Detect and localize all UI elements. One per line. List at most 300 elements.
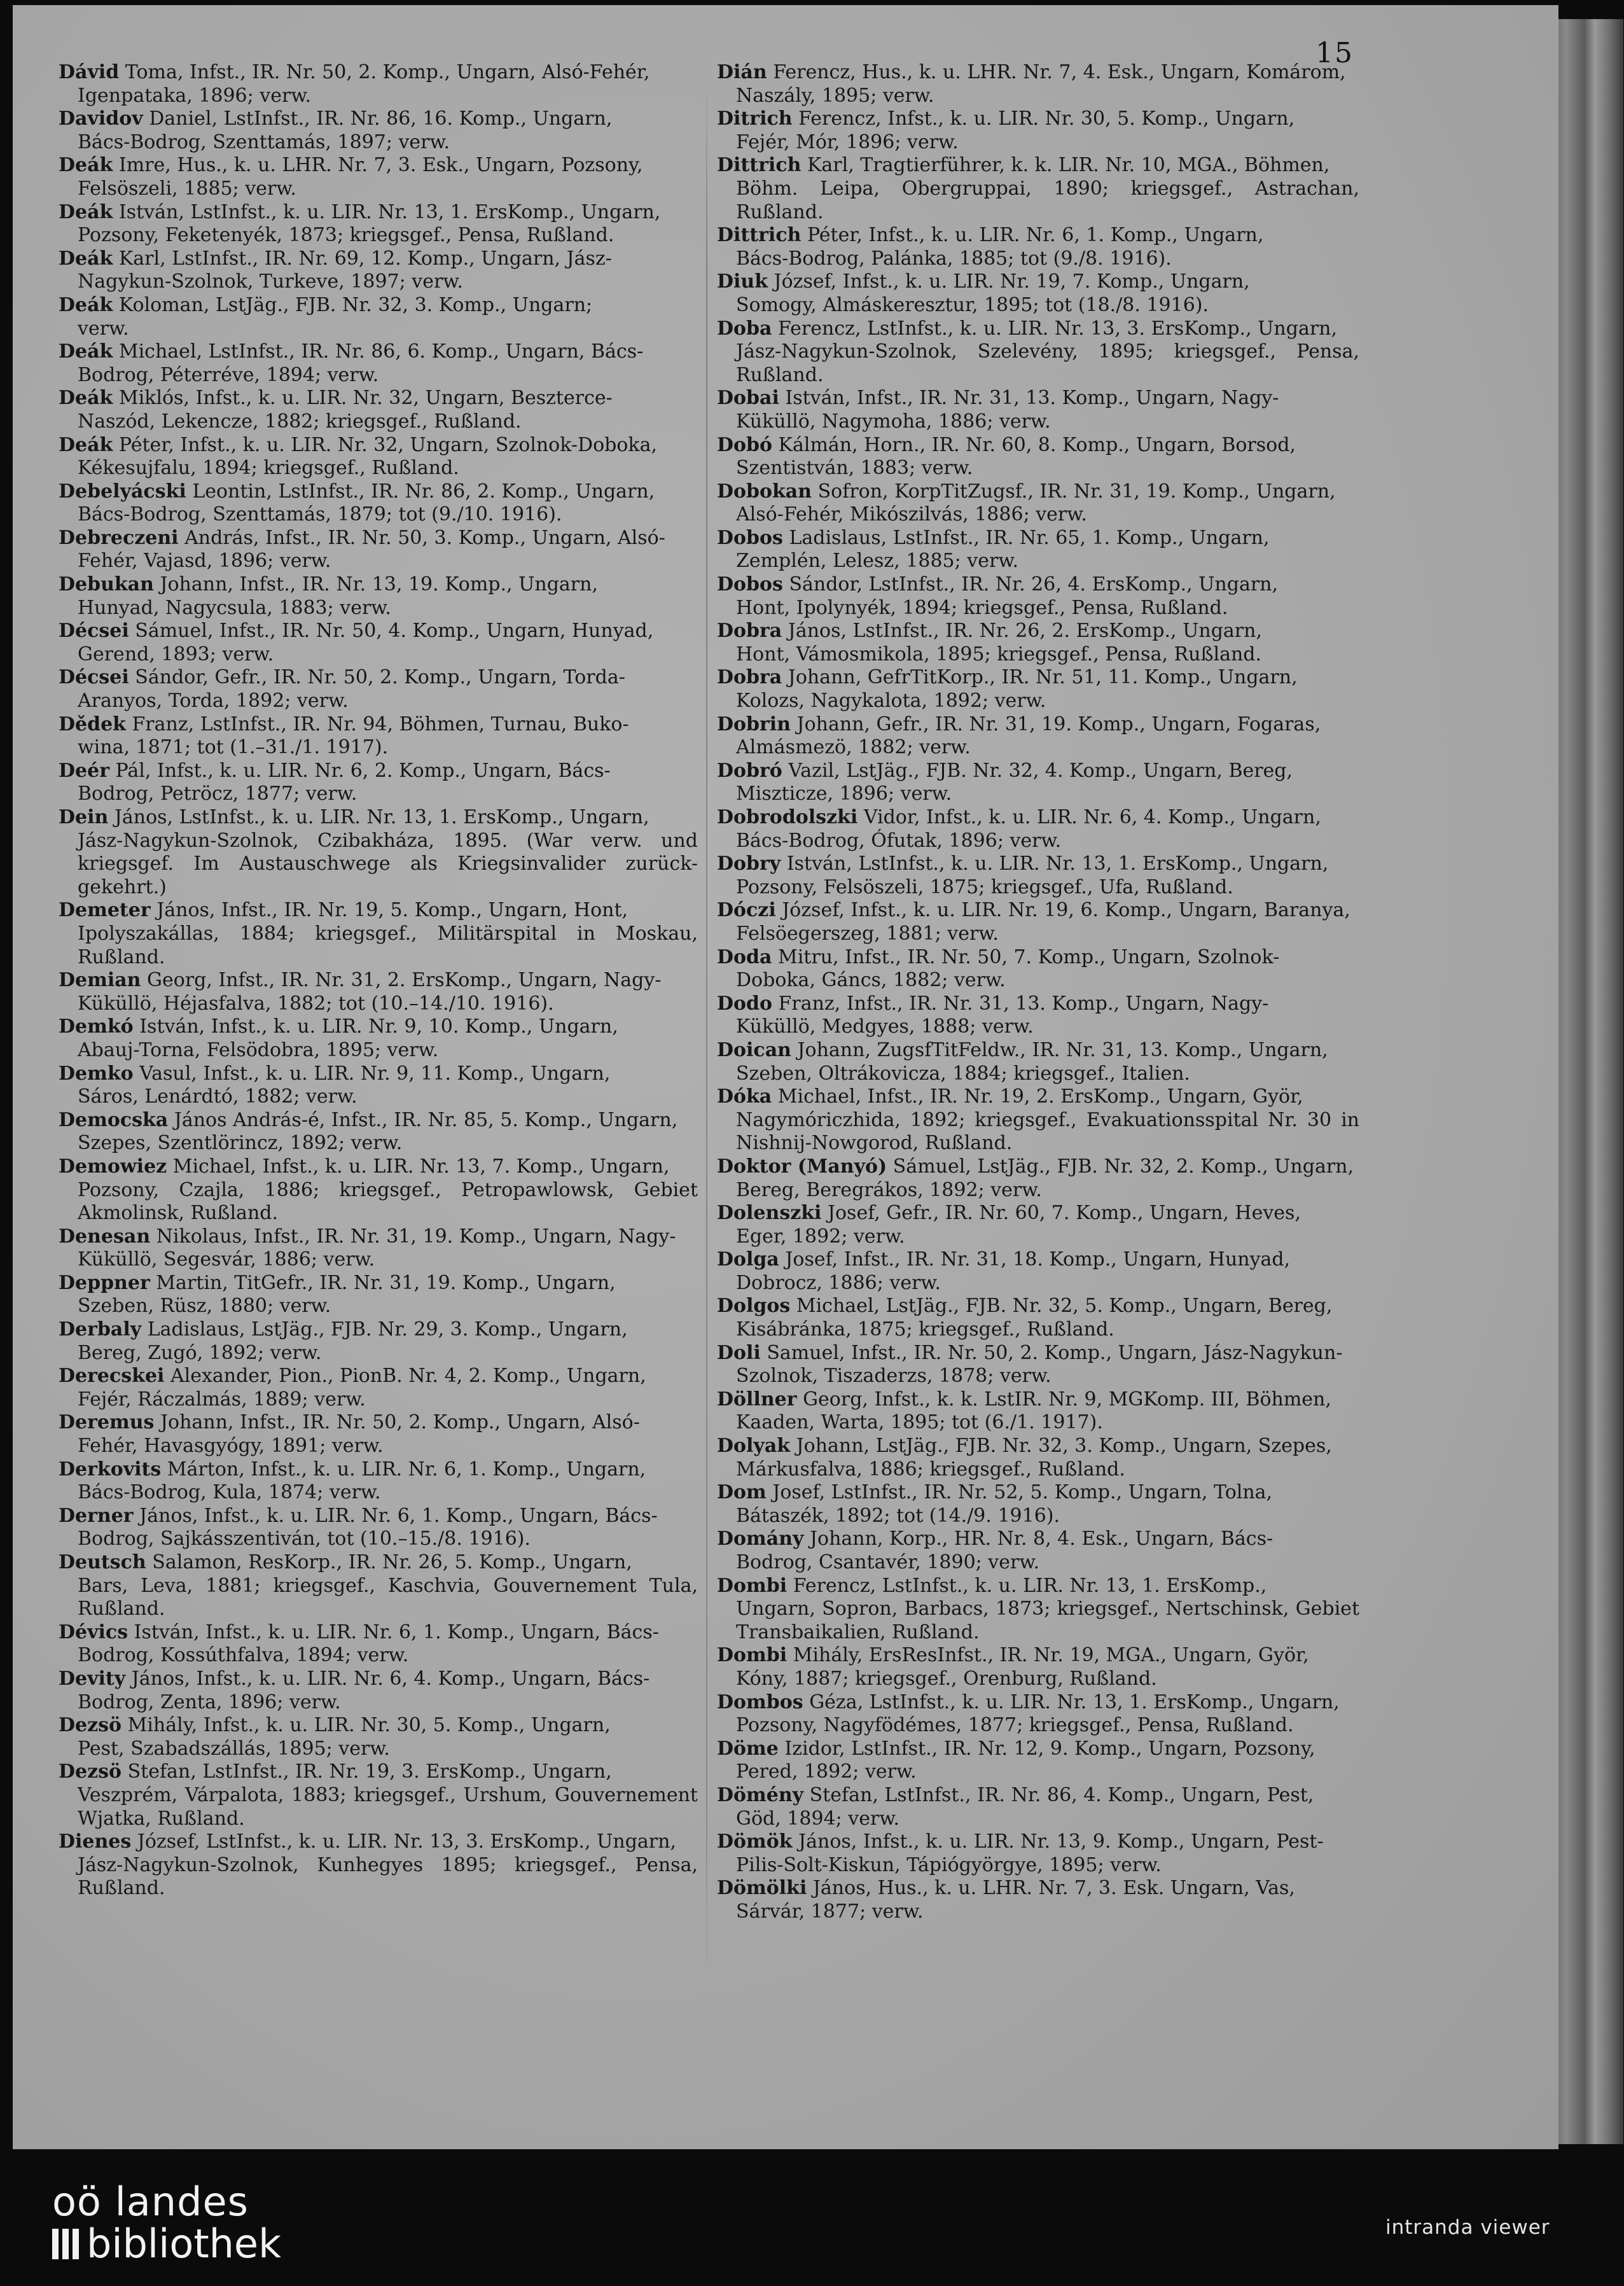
entry-details: Johann, ZugsfTitFeldw., IR. Nr. 31, 13. Komp., Ungarn, bbox=[791, 1038, 1328, 1061]
page-number: 15 bbox=[1315, 37, 1354, 69]
entry-continuation: Szentistván, 1883; verw. bbox=[736, 457, 973, 480]
entry-surname: Doda bbox=[717, 945, 772, 968]
entry-details: Koloman, LstJäg., FJB. Nr. 32, 3. Komp., Ungarn; bbox=[113, 293, 593, 316]
entry-details: Ferencz, LstInfst., k. u. LIR. Nr. 13, 3. ErsKomp., Ungarn, bbox=[772, 317, 1338, 340]
entry-details: Izidor, LstInfst., IR. Nr. 12, 9. Komp., Ungarn, Pozsony, bbox=[778, 1737, 1315, 1760]
register-entry bbox=[59, 294, 698, 340]
entry-details: Márton, Infst., k. u. LIR. Nr. 6, 1. Komp., Ungarn, bbox=[161, 1458, 646, 1481]
entry-surname: Dittrich bbox=[717, 224, 802, 247]
register-entry bbox=[717, 760, 1359, 806]
entry-details: Georg, Infst., k. k. LstIR. Nr. 9, MGKomp. III, Böhmen, bbox=[796, 1388, 1331, 1411]
register-entry bbox=[717, 853, 1359, 899]
register-entry bbox=[717, 899, 1359, 945]
entry-surname: Dobos bbox=[717, 526, 783, 549]
entry-continuation: Bereg, Beregrákos, 1892; verw. bbox=[736, 1178, 1042, 1201]
entry-details: István, Infst., k. u. LIR. Nr. 6, 1. Komp., Ungarn, Bács- bbox=[128, 1620, 659, 1643]
entry-details: Salamon, ResKorp., IR. Nr. 26, 5. Komp., Ungarn, bbox=[146, 1551, 632, 1573]
entry-continuation: Almásmezö, 1882; verw. bbox=[736, 736, 971, 759]
register-entry bbox=[59, 387, 698, 433]
entry-surname: Demko bbox=[59, 1062, 134, 1085]
entry-surname: Demeter bbox=[59, 899, 151, 922]
entry-details: Johann, Gefr., IR. Nr. 31, 19. Komp., Ungarn, Fogaras, bbox=[791, 713, 1321, 735]
entry-details: János, Infst., IR. Nr. 19, 5. Komp., Ungarn, Hont, bbox=[150, 899, 628, 922]
entry-surname: Deák bbox=[59, 200, 113, 223]
entry-details: Franz, Infst., IR. Nr. 31, 13. Komp., Ungarn, Nagy- bbox=[772, 992, 1269, 1015]
entry-details: Sámuel, Infst., IR. Nr. 50, 4. Komp., Ungarn, Hunyad, bbox=[128, 620, 654, 643]
entry-continuation: Bács-Bodrog, Kula, 1874; verw. bbox=[78, 1481, 381, 1504]
entry-continuation: Bodrog, Csantavér, 1890; verw. bbox=[736, 1551, 1039, 1573]
register-entry bbox=[717, 1295, 1359, 1341]
register-entry bbox=[59, 1225, 698, 1272]
entry-continuation: Jász-Nagykun-Szolnok, Kunhegyes 1895; kriegsgef., Pensa, Rußland. bbox=[78, 1853, 698, 1900]
entry-continuation: Kisábránka, 1875; kriegsgef., Rußland. bbox=[736, 1318, 1114, 1341]
register-entry bbox=[717, 1575, 1359, 1645]
entry-surname: Deák bbox=[59, 247, 113, 270]
entry-surname: Dombi bbox=[717, 1574, 788, 1597]
register-entry bbox=[717, 573, 1359, 620]
register-entry bbox=[717, 1202, 1359, 1248]
entry-details: Michael, Infst., IR. Nr. 19, 2. ErsKomp., Ungarn, Györ, bbox=[772, 1085, 1303, 1108]
register-entry bbox=[59, 61, 698, 108]
entry-continuation: Szepes, Szentlörincz, 1892; verw. bbox=[78, 1132, 403, 1155]
entry-continuation: Kóny, 1887; kriegsgef., Orenburg, Rußland. bbox=[736, 1667, 1157, 1690]
entry-details: János, Infst., k. u. LIR. Nr. 6, 4. Komp., Ungarn, Bács- bbox=[125, 1667, 650, 1690]
entry-details: Karl, LstInfst., IR. Nr. 69, 12. Komp., Ungarn, Jász- bbox=[113, 247, 612, 270]
register-entry bbox=[717, 1830, 1359, 1877]
entry-details: Franz, LstInfst., IR. Nr. 94, Böhmen, Turnau, Buko- bbox=[125, 713, 629, 735]
entry-surname: Debelyácski bbox=[59, 480, 186, 503]
entry-details: Georg, Infst., IR. Nr. 31, 2. ErsKomp., Ungarn, Nagy- bbox=[141, 969, 662, 992]
register-entry bbox=[59, 1318, 698, 1365]
register-entry bbox=[717, 108, 1359, 154]
entry-continuation: Eger, 1892; verw. bbox=[736, 1225, 905, 1248]
entry-details: Stefan, LstInfst., IR. Nr. 19, 3. ErsKomp., Ungarn, bbox=[121, 1760, 612, 1783]
entry-details: József, LstInfst., k. u. LIR. Nr. 13, 3. ErsKomp., Ungarn, bbox=[131, 1830, 676, 1853]
entry-surname: Deák bbox=[59, 433, 113, 456]
entry-surname: Derecskei bbox=[59, 1365, 165, 1388]
entry-continuation: Somogy, Almáskeresztur, 1895; tot (18./8. 1916). bbox=[736, 293, 1209, 316]
entry-surname: Dezsö bbox=[59, 1760, 122, 1783]
entry-surname: Décsei bbox=[59, 620, 129, 643]
register-entry bbox=[717, 946, 1359, 993]
entry-continuation: Bodrog, Sajkásszentiván, tot (10.–15./8. 1916). bbox=[78, 1528, 531, 1551]
entry-details: Toma, Infst., IR. Nr. 50, 2. Komp., Ungarn, Alsó-Fehér, bbox=[119, 61, 650, 83]
register-entry bbox=[59, 1760, 698, 1830]
entry-surname: Dián bbox=[717, 61, 767, 83]
entry-details: Kálmán, Horn., IR. Nr. 60, 8. Komp., Ungarn, Borsod, bbox=[772, 433, 1296, 456]
entry-surname: Deák bbox=[59, 293, 113, 316]
logo-line-1: oö landes bbox=[52, 2178, 249, 2225]
register-entry bbox=[59, 713, 698, 760]
register-entry bbox=[717, 1248, 1359, 1295]
register-entry bbox=[59, 1063, 698, 1109]
entry-surname: Dömök bbox=[717, 1830, 793, 1853]
entry-surname: Dobra bbox=[717, 666, 782, 689]
entry-continuation: Doboka, Gáncs, 1882; verw. bbox=[736, 969, 1006, 992]
entry-surname: Dobrodolszki bbox=[717, 806, 858, 828]
register-entry bbox=[717, 1877, 1359, 1923]
entry-continuation: Küküllö, Héjasfalva, 1882; tot (10.–14./10. 1916). bbox=[78, 992, 554, 1015]
register-entry bbox=[59, 1551, 698, 1621]
register-entry bbox=[59, 1109, 698, 1155]
library-logo[interactable] bbox=[52, 2178, 281, 2267]
register-entry bbox=[717, 387, 1359, 433]
entry-surname: Domány bbox=[717, 1528, 804, 1551]
entry-surname: Dobos bbox=[717, 573, 783, 596]
entry-details: Martin, TitGefr., IR. Nr. 31, 19. Komp., Ungarn, bbox=[149, 1271, 616, 1294]
entry-continuation: Kaaden, Warta, 1895; tot (6./1. 1917). bbox=[736, 1411, 1103, 1434]
entry-continuation: Naszály, 1895; verw. bbox=[736, 84, 934, 107]
entry-details: Johann, Korp., HR. Nr. 8, 4. Esk., Ungarn, Bács- bbox=[803, 1528, 1274, 1551]
entry-surname: Dolenszki bbox=[717, 1202, 822, 1225]
entry-surname: Dóka bbox=[717, 1085, 772, 1108]
entry-continuation: Sáros, Lenárdtó, 1882; verw. bbox=[78, 1085, 357, 1108]
entry-surname: Demowiez bbox=[59, 1155, 167, 1178]
register-entry bbox=[717, 620, 1359, 666]
entry-continuation: Bodrog, Kossúthfalva, 1894; verw. bbox=[78, 1644, 409, 1667]
entry-continuation: Zemplén, Lelesz, 1885; verw. bbox=[736, 550, 1018, 573]
entry-details: Nikolaus, Infst., IR. Nr. 31, 19. Komp., Ungarn, Nagy- bbox=[150, 1225, 676, 1248]
entry-continuation: Bodrog, Péterréve, 1894; verw. bbox=[78, 363, 379, 386]
entry-details: Vazil, LstJäg., FJB. Nr. 32, 4. Komp., Ungarn, Bereg, bbox=[782, 759, 1293, 782]
entry-details: Imre, Hus., k. u. LHR. Nr. 7, 3. Esk., Ungarn, Pozsony, bbox=[113, 154, 643, 177]
entry-surname: Dávid bbox=[59, 61, 120, 83]
register-entry bbox=[59, 1272, 698, 1318]
entry-details: József, Infst., k. u. LIR. Nr. 19, 7. Komp., Ungarn, bbox=[768, 270, 1250, 293]
entry-surname: Debreczeni bbox=[59, 526, 179, 549]
entry-continuation: Abauj-Torna, Felsödobra, 1895; verw. bbox=[78, 1038, 439, 1061]
entry-surname: Dombos bbox=[717, 1690, 803, 1713]
register-entry bbox=[717, 154, 1359, 224]
logo-line-2: bibliothek bbox=[87, 2220, 281, 2267]
entry-details: Ferencz, Infst., k. u. LIR. Nr. 30, 5. Komp., Ungarn, bbox=[792, 108, 1295, 130]
register-entry bbox=[717, 1342, 1359, 1388]
entry-details: István, Infst., k. u. LIR. Nr. 9, 10. Komp., Ungarn, bbox=[133, 1015, 618, 1038]
entry-continuation: Naszód, Lekencze, 1882; kriegsgef., Rußland. bbox=[78, 410, 522, 433]
scanned-page bbox=[13, 5, 1558, 2149]
entry-continuation: Nagykun-Szolnok, Turkeve, 1897; verw. bbox=[78, 270, 463, 293]
entry-details: Ladislaus, LstJäg., FJB. Nr. 29, 3. Komp., Ungarn, bbox=[141, 1318, 628, 1341]
register-entry bbox=[717, 1155, 1359, 1202]
entry-continuation: Igenpataka, 1896; verw. bbox=[78, 84, 311, 107]
entry-surname: Dobry bbox=[717, 853, 781, 875]
entry-details: Johann, Infst., IR. Nr. 13, 19. Komp., Ungarn, bbox=[153, 573, 599, 596]
entry-continuation: Dobrocz, 1886; verw. bbox=[736, 1271, 941, 1294]
logo-line-2-wrap bbox=[52, 2220, 281, 2267]
entry-details: Samuel, Infst., IR. Nr. 50, 2. Komp., Ungarn, Jász-Nagykun- bbox=[760, 1341, 1343, 1364]
entry-surname: Dolga bbox=[717, 1248, 779, 1271]
register-entry bbox=[717, 1481, 1359, 1528]
entry-details: János András-é, Infst., IR. Nr. 85, 5. Komp., Ungarn, bbox=[168, 1108, 678, 1131]
entry-continuation: Pozsony, Nagyfödémes, 1877; kriegsgef., Pensa, Rußland. bbox=[736, 1714, 1294, 1737]
entry-continuation: Küküllö, Nagymoha, 1886; verw. bbox=[736, 410, 1051, 433]
entry-surname: Doba bbox=[717, 317, 772, 340]
register-entry bbox=[717, 434, 1359, 480]
entry-details: Mitru, Infst., IR. Nr. 50, 7. Komp., Ungarn, Szolnok- bbox=[772, 945, 1280, 968]
entry-continuation: Küküllö, Medgyes, 1888; verw. bbox=[736, 1015, 1034, 1038]
page-stack-edge bbox=[1552, 19, 1623, 2144]
register-entry bbox=[717, 1784, 1359, 1830]
entry-details: István, LstInfst., k. u. LIR. Nr. 13, 1. ErsKomp., Ungarn, bbox=[113, 200, 661, 223]
entry-surname: Dévics bbox=[59, 1620, 128, 1643]
register-entry bbox=[717, 480, 1359, 527]
entry-continuation: Kékesujfalu, 1894; kriegsgef., Rußland. bbox=[78, 457, 459, 480]
entry-continuation: Alsó-Fehér, Mikószilvás, 1886; verw. bbox=[736, 503, 1087, 526]
register-entry bbox=[59, 969, 698, 1015]
entry-continuation: Hont, Vámosmikola, 1895; kriegsgef., Pensa, Rußland. bbox=[736, 643, 1262, 666]
logo-bars-icon bbox=[52, 2229, 79, 2259]
register-entry bbox=[717, 61, 1359, 108]
entry-surname: Dobró bbox=[717, 759, 782, 782]
entry-details: János, Hus., k. u. LHR. Nr. 7, 3. Esk. Ungarn, Vas, bbox=[807, 1877, 1295, 1900]
entry-continuation: Felsöszeli, 1885; verw. bbox=[78, 177, 296, 200]
register-entry bbox=[717, 806, 1359, 853]
entry-surname: Deppner bbox=[59, 1271, 150, 1294]
entry-details: Géza, LstInfst., k. u. LIR. Nr. 13, 1. ErsKomp., Ungarn, bbox=[803, 1690, 1340, 1713]
entry-continuation: Bács-Bodrog, Palánka, 1885; tot (9./8. 1916). bbox=[736, 247, 1172, 270]
entry-details: Josef, Infst., IR. Nr. 31, 18. Komp., Ungarn, Hunyad, bbox=[779, 1248, 1291, 1271]
register-entry bbox=[59, 620, 698, 666]
left-column bbox=[59, 61, 698, 1900]
column-divider bbox=[706, 75, 707, 1984]
entry-surname: Demian bbox=[59, 969, 141, 992]
entry-continuation: Böhm. Leipa, Obergruppai, 1890; kriegsgef., Astrachan, Rußland. bbox=[736, 177, 1359, 223]
entry-surname: Dolyak bbox=[717, 1435, 791, 1458]
register-entry bbox=[59, 1155, 698, 1225]
entry-surname: Democska bbox=[59, 1108, 169, 1131]
entry-surname: Deák bbox=[59, 340, 113, 363]
entry-surname: Doican bbox=[717, 1038, 791, 1061]
entry-surname: Diuk bbox=[717, 270, 768, 293]
entry-surname: Dobó bbox=[717, 433, 773, 456]
entry-surname: Dittrich bbox=[717, 154, 802, 177]
entry-details: Sámuel, LstJäg., FJB. Nr. 32, 2. Komp., Ungarn, bbox=[887, 1155, 1354, 1178]
entry-surname: Deér bbox=[59, 759, 109, 782]
entry-details: Michael, LstInfst., IR. Nr. 86, 6. Komp., Ungarn, Bács- bbox=[113, 340, 644, 363]
register-entry bbox=[59, 1365, 698, 1411]
entry-details: Mihály, Infst., k. u. LIR. Nr. 30, 5. Komp., Ungarn, bbox=[121, 1714, 611, 1737]
entry-details: Leontin, LstInfst., IR. Nr. 86, 2. Komp., Ungarn, bbox=[186, 480, 655, 503]
register-entry bbox=[717, 1435, 1359, 1481]
entry-details: János, Infst., k. u. LIR. Nr. 6, 1. Komp., Ungarn, Bács- bbox=[133, 1504, 658, 1527]
entry-continuation: Jász-Nagykun-Szolnok, Szelevény, 1895; kriegsgef., Pensa, Rußland. bbox=[736, 340, 1359, 386]
entry-continuation: Szeben, Oltrákovicza, 1884; kriegsgef., Italien. bbox=[736, 1062, 1190, 1085]
register-entry bbox=[717, 224, 1359, 270]
entry-details: Michael, LstJäg., FJB. Nr. 32, 5. Komp., Ungarn, Bereg, bbox=[790, 1295, 1333, 1318]
entry-continuation: Küküllö, Segesvár, 1886; verw. bbox=[78, 1248, 375, 1271]
entry-details: Daniel, LstInfst., IR. Nr. 86, 16. Komp., Ungarn, bbox=[142, 108, 613, 130]
entry-surname: Dienes bbox=[59, 1830, 132, 1853]
register-entry bbox=[59, 340, 698, 387]
entry-surname: Demkó bbox=[59, 1015, 134, 1038]
entry-details: Miklós, Infst., k. u. LIR. Nr. 32, Ungarn, Beszterce- bbox=[113, 387, 613, 410]
entry-surname: Derbaly bbox=[59, 1318, 142, 1341]
entry-surname: Dodo bbox=[717, 992, 773, 1015]
register-entry bbox=[59, 527, 698, 573]
entry-continuation: Pozsony, Feketenyék, 1873; kriegsgef., Pensa, Rußland. bbox=[78, 224, 614, 247]
entry-continuation: Bars, Leva, 1881; kriegsgef., Kaschvia, Gouvernement Tula, Rußland. bbox=[78, 1574, 698, 1620]
register-entry bbox=[59, 806, 698, 899]
entry-details: Sándor, LstInfst., IR. Nr. 26, 4. ErsKomp., Ungarn, bbox=[782, 573, 1279, 596]
register-entry bbox=[59, 760, 698, 806]
entry-continuation: Fehér, Vajasd, 1896; verw. bbox=[78, 550, 331, 573]
entry-details: József, Infst., k. u. LIR. Nr. 19, 6. Komp., Ungarn, Baranya, bbox=[775, 899, 1350, 922]
entry-surname: Döme bbox=[717, 1737, 779, 1760]
register-entry bbox=[717, 713, 1359, 760]
entry-surname: Décsei bbox=[59, 666, 129, 689]
entry-continuation: Hunyad, Nagycsula, 1883; verw. bbox=[78, 596, 391, 619]
register-entry bbox=[59, 666, 698, 713]
entry-details: Michael, Infst., k. u. LIR. Nr. 13, 7. Komp., Ungarn, bbox=[167, 1155, 670, 1178]
register-entry bbox=[59, 154, 698, 200]
entry-details: Josef, Gefr., IR. Nr. 60, 7. Komp., Ungarn, Heves, bbox=[821, 1202, 1301, 1225]
entry-continuation: Fejér, Ráczalmás, 1889; verw. bbox=[78, 1388, 366, 1411]
register-entry bbox=[59, 1015, 698, 1062]
entry-continuation: Felsöegerszeg, 1881; verw. bbox=[736, 922, 999, 945]
entry-surname: Doli bbox=[717, 1341, 761, 1364]
entry-surname: Dóczi bbox=[717, 899, 776, 922]
entry-continuation: Miszticze, 1896; verw. bbox=[736, 783, 952, 805]
entry-surname: Dobai bbox=[717, 387, 779, 410]
entry-surname: Davidov bbox=[59, 108, 143, 130]
entry-continuation: Ungarn, Sopron, Barbacs, 1873; kriegsgef., Nertschinsk, Gebiet Transbaikalien, Rußland. bbox=[736, 1598, 1359, 1643]
register-entry bbox=[59, 1458, 698, 1505]
entry-details: Karl, Tragtierführer, k. k. LIR. Nr. 10, MGA., Böhmen, bbox=[801, 154, 1330, 177]
entry-continuation: Márkusfalva, 1886; kriegsgef., Rußland. bbox=[736, 1458, 1125, 1481]
entry-continuation: Szeben, Rüsz, 1880; verw. bbox=[78, 1295, 331, 1318]
entry-surname: Deutsch bbox=[59, 1551, 146, 1573]
entry-details: András, Infst., IR. Nr. 50, 3. Komp., Ungarn, Alsó- bbox=[178, 526, 665, 549]
entry-details: Alexander, Pion., PionB. Nr. 4, 2. Komp., Ungarn, bbox=[164, 1365, 646, 1388]
entry-continuation: Bereg, Zugó, 1892; verw. bbox=[78, 1341, 322, 1364]
entry-continuation: Hont, Ipolynyék, 1894; kriegsgef., Pensa, Rußland. bbox=[736, 596, 1228, 619]
entry-surname: Dobokan bbox=[717, 480, 812, 503]
register-entry bbox=[717, 1738, 1359, 1784]
entry-surname: Dömölki bbox=[717, 1877, 807, 1900]
entry-continuation: Nagymóriczhida, 1892; kriegsgef., Evakuationsspital Nr. 30 in Nishnij-Nowgorod, Rußland. bbox=[736, 1108, 1359, 1155]
entry-surname: Denesan bbox=[59, 1225, 151, 1248]
right-column bbox=[717, 61, 1359, 1924]
register-entry bbox=[717, 270, 1359, 317]
register-entry bbox=[59, 108, 698, 154]
entry-continuation: Bács-Bodrog, Szenttamás, 1897; verw. bbox=[78, 130, 450, 153]
entry-surname: Derner bbox=[59, 1504, 134, 1527]
viewer-brand-label: intranda viewer bbox=[1385, 2216, 1550, 2239]
entry-details: István, LstInfst., k. u. LIR. Nr. 13, 1. ErsKomp., Ungarn, bbox=[781, 853, 1329, 875]
entry-surname: Ditrich bbox=[717, 108, 793, 130]
entry-details: Mihály, ErsResInfst., IR. Nr. 19, MGA., Ungarn, Györ, bbox=[787, 1644, 1309, 1667]
entry-details: Vasul, Infst., k. u. LIR. Nr. 9, 11. Komp., Ungarn, bbox=[133, 1062, 611, 1085]
register-entry bbox=[717, 1644, 1359, 1690]
entry-continuation: verw. bbox=[78, 317, 129, 340]
register-entry bbox=[59, 201, 698, 247]
entry-continuation: wina, 1871; tot (1.–31./1. 1917). bbox=[78, 736, 389, 759]
entry-continuation: Bács-Bodrog, Ófutak, 1896; verw. bbox=[736, 829, 1062, 852]
entry-continuation: Bodrog, Zenta, 1896; verw. bbox=[78, 1690, 341, 1713]
register-entry bbox=[717, 1691, 1359, 1738]
entry-surname: Deák bbox=[59, 154, 113, 177]
entry-continuation: Gerend, 1893; verw. bbox=[78, 643, 274, 666]
entry-details: Johann, LstJäg., FJB. Nr. 32, 3. Komp., Ungarn, Szepes, bbox=[790, 1435, 1332, 1458]
entry-details: István, Infst., IR. Nr. 31, 13. Komp., Ungarn, Nagy- bbox=[779, 387, 1279, 410]
entry-continuation: Fehér, Havasgyógy, 1891; verw. bbox=[78, 1435, 384, 1458]
entry-surname: Dömény bbox=[717, 1783, 804, 1806]
entry-continuation: Pozsony, Czajla, 1886; kriegsgef., Petropawlowsk, Gebiet Akmolinsk, Rußland. bbox=[78, 1178, 698, 1225]
entry-continuation: Pilis-Solt-Kiskun, Tápiógyörgye, 1895; verw. bbox=[736, 1853, 1162, 1876]
register-entry bbox=[59, 1830, 698, 1900]
register-entry bbox=[717, 1085, 1359, 1155]
entry-continuation: Ipolyszakállas, 1884; kriegsgef., Militärspital in Moskau, Rußland. bbox=[78, 922, 698, 968]
entry-details: János, LstInfst., k. u. LIR. Nr. 13, 1. ErsKomp., Ungarn, bbox=[108, 806, 649, 828]
register-entry bbox=[59, 1714, 698, 1760]
register-entry bbox=[717, 666, 1359, 713]
register-entry bbox=[717, 993, 1359, 1039]
entry-surname: Dezsö bbox=[59, 1714, 122, 1737]
register-entry bbox=[717, 527, 1359, 573]
entry-continuation: Jász-Nagykun-Szolnok, Czibakháza, 1895. (War verw. und kriegsgef. Im Austauschwege als Kriegsinvalider zurück-gekehrt.) bbox=[78, 829, 698, 898]
entry-surname: Derkovits bbox=[59, 1458, 162, 1481]
entry-surname: Dolgos bbox=[717, 1295, 791, 1318]
entry-continuation: Fejér, Mór, 1896; verw. bbox=[736, 130, 959, 153]
register-entry bbox=[717, 317, 1359, 387]
entry-continuation: Kolozs, Nagykalota, 1892; verw. bbox=[736, 690, 1046, 713]
entry-continuation: Aranyos, Torda, 1892; verw. bbox=[78, 690, 349, 713]
entry-details: Vidor, Infst., k. u. LIR. Nr. 6, 4. Komp., Ungarn, bbox=[857, 806, 1321, 828]
register-entry bbox=[59, 247, 698, 294]
entry-surname: Deremus bbox=[59, 1411, 155, 1434]
entry-details: Pál, Infst., k. u. LIR. Nr. 6, 2. Komp., Ungarn, Bács- bbox=[109, 759, 611, 782]
entry-surname: Dobra bbox=[717, 620, 782, 643]
entry-surname: Dombi bbox=[717, 1644, 788, 1667]
entry-continuation: Göd, 1894; verw. bbox=[736, 1807, 899, 1830]
register-entry bbox=[59, 1668, 698, 1714]
entry-details: Stefan, LstInfst., IR. Nr. 86, 4. Komp., Ungarn, Pest, bbox=[803, 1783, 1314, 1806]
entry-continuation: Pered, 1892; verw. bbox=[736, 1760, 917, 1783]
register-entry bbox=[717, 1039, 1359, 1085]
entry-details: Ferencz, LstInfst., k. u. LIR. Nr. 13, 1. ErsKomp., bbox=[787, 1574, 1267, 1597]
entry-surname: Dobrin bbox=[717, 713, 791, 735]
entry-continuation: Pest, Szabadszállás, 1895; verw. bbox=[78, 1737, 390, 1760]
entry-continuation: Sárvár, 1877; verw. bbox=[736, 1900, 924, 1923]
entry-surname: Dein bbox=[59, 806, 109, 828]
entry-continuation: Bátaszék, 1892; tot (14./9. 1916). bbox=[736, 1504, 1060, 1527]
register-entry bbox=[59, 573, 698, 620]
entry-details: Péter, Infst., k. u. LIR. Nr. 32, Ungarn, Szolnok-Doboka, bbox=[113, 433, 658, 456]
entry-surname: Deák bbox=[59, 387, 113, 410]
register-entry bbox=[59, 480, 698, 527]
entry-details: Ferencz, Hus., k. u. LHR. Nr. 7, 4. Esk., Ungarn, Komárom, bbox=[767, 61, 1346, 83]
entry-continuation: Szolnok, Tiszaderzs, 1878; verw. bbox=[736, 1365, 1051, 1388]
entry-details: János, Infst., k. u. LIR. Nr. 13, 9. Komp., Ungarn, Pest- bbox=[792, 1830, 1324, 1853]
register-entry bbox=[59, 1621, 698, 1668]
entry-surname: Devity bbox=[59, 1667, 126, 1690]
entry-details: Sándor, Gefr., IR. Nr. 50, 2. Komp., Ungarn, Torda- bbox=[128, 666, 625, 689]
entry-surname: Debukan bbox=[59, 573, 154, 596]
entry-surname: Dědek bbox=[59, 713, 126, 735]
entry-details: János, LstInfst., IR. Nr. 26, 2. ErsKomp., Ungarn, bbox=[782, 620, 1262, 643]
register-entry bbox=[59, 1411, 698, 1458]
entry-details: Josef, LstInfst., IR. Nr. 52, 5. Komp., Ungarn, Tolna, bbox=[766, 1481, 1273, 1504]
entry-continuation: Bodrog, Petröcz, 1877; verw. bbox=[78, 783, 357, 805]
entry-details: Johann, GefrTitKorp., IR. Nr. 51, 11. Komp., Ungarn, bbox=[782, 666, 1298, 689]
register-entry bbox=[717, 1388, 1359, 1435]
entry-details: Ladislaus, LstInfst., IR. Nr. 65, 1. Komp., Ungarn, bbox=[782, 526, 1270, 549]
register-entry bbox=[59, 899, 698, 969]
entry-surname: Döllner bbox=[717, 1388, 797, 1411]
entry-surname: Dom bbox=[717, 1481, 767, 1504]
register-entry bbox=[59, 1505, 698, 1551]
entry-surname: Doktor (Manyó) bbox=[717, 1155, 887, 1178]
